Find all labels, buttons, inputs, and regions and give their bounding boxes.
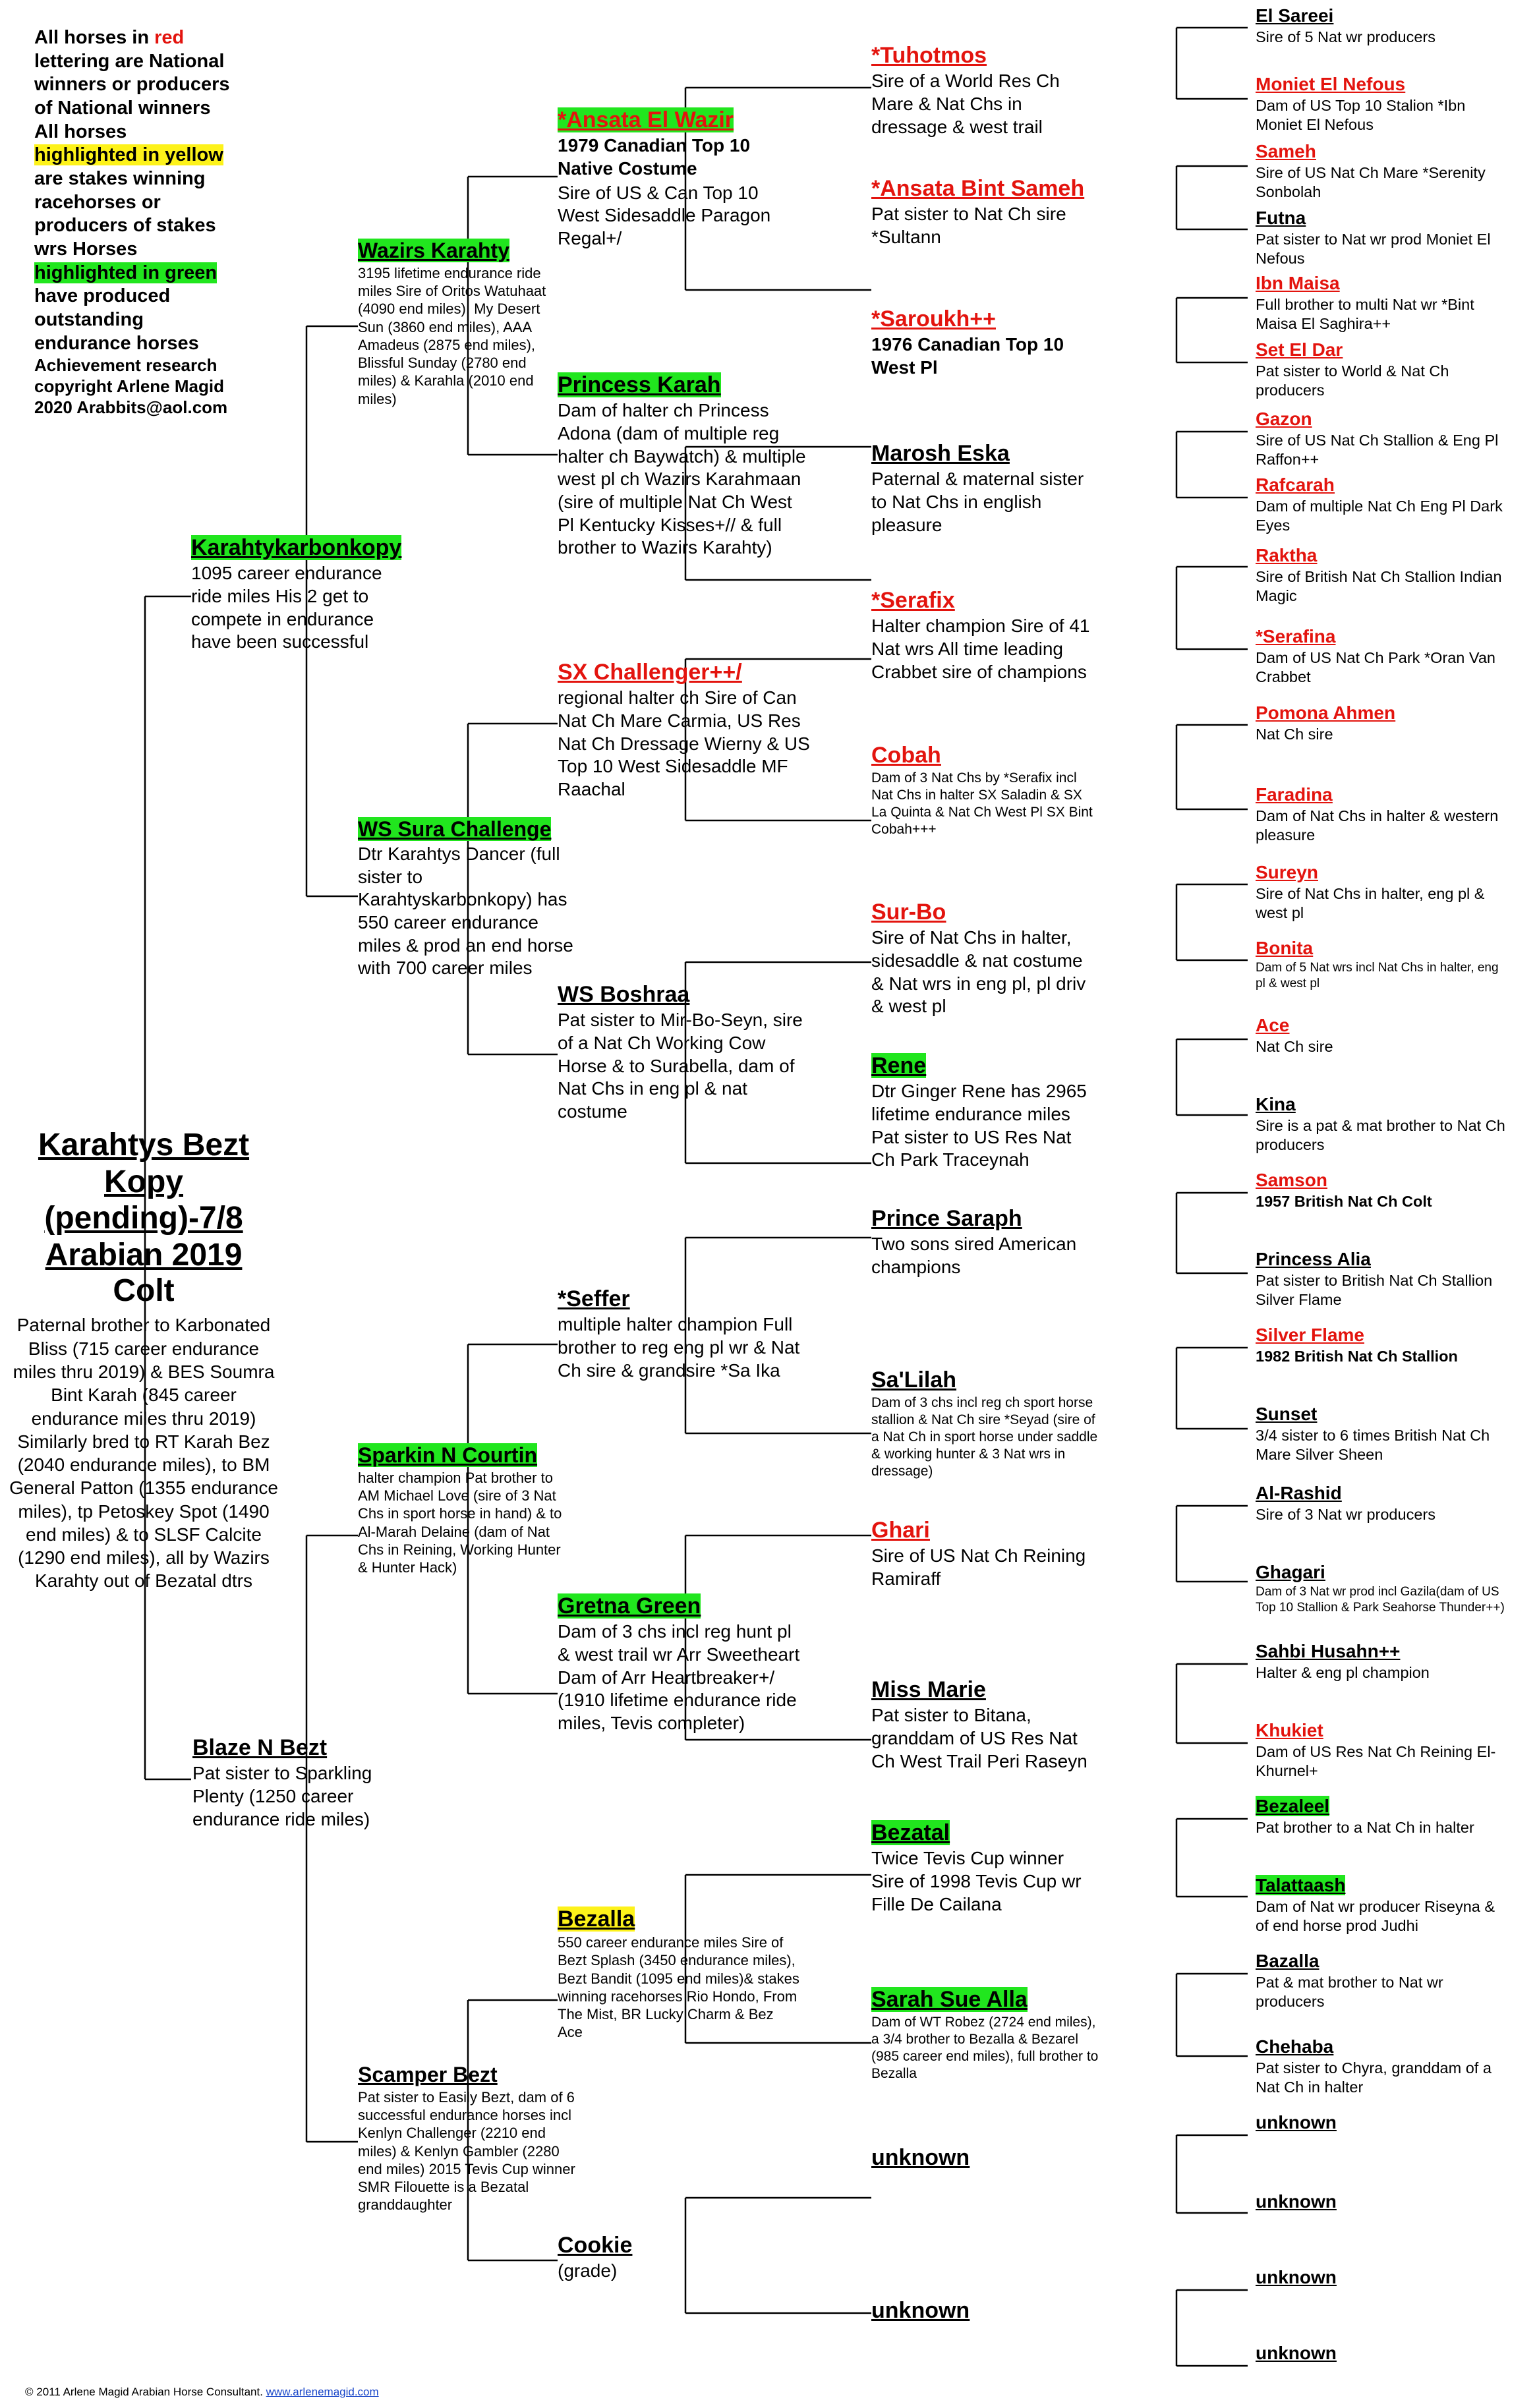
horse-name: Wazirs Karahty <box>358 239 509 262</box>
horse-name: unknown <box>1256 2343 1337 2363</box>
ancestor-al-rashid <box>1256 1483 1509 1524</box>
horse-name: Faradina <box>1256 784 1333 805</box>
ancestor-sx-challenger <box>558 660 815 801</box>
ancestor-silver-flame <box>1256 1325 1509 1366</box>
horse-achievements: Sire of Nat Chs in halter, sidesaddle & nat costume & Nat wrs in eng pl, pl driv & west pl <box>871 927 1086 1017</box>
ancestor-sa-lilah <box>871 1367 1099 1480</box>
ancestor-faradina <box>1256 784 1509 845</box>
horse-achievements: 3/4 sister to 6 times British Nat Ch Mare Silver Sheen <box>1256 1427 1490 1464</box>
horse-achievements: Dam of US Res Nat Ch Reining El-Khurnel+ <box>1256 1743 1496 1780</box>
horse-name: Pomona Ahmen <box>1256 702 1396 723</box>
legend-text-2: lettering are National winners or producers of National winners All horses <box>34 50 230 142</box>
horse-achievements: (grade) <box>558 2260 618 2281</box>
horse-title: 1957 British Nat Ch Colt <box>1256 1193 1432 1211</box>
ancestor-bezaleel <box>1256 1796 1509 1837</box>
horse-achievements: Halter champion Sire of 41 Nat wrs All time leading Crabbet sire of champions <box>871 616 1090 682</box>
legend-text-4: have produced outstanding endurance horses <box>34 285 199 354</box>
horse-achievements: halter champion Pat brother to AM Michael Love (sire of 3 Nat Chs in sport horse in hand) & to Al-Marah Delaine (dam of Nat Chs in Reining, Working Hunter & Hunter Hack) <box>358 1469 562 1576</box>
horse-name: Ace <box>1256 1015 1290 1035</box>
horse-achievements: Dam of 3 chs incl reg ch sport horse stallion & Nat Ch sire *Seyad (sire of a Nat Ch in sport horse under saddle & working hunter & 3 Nat wrs in dressage) <box>871 1395 1098 1479</box>
horse-achievements: Pat sister to World & Nat Ch producers <box>1256 362 1449 399</box>
subject-notes: Paternal brother to Karbonated Bliss (715 career endurance miles thru 2019) & BES Soumra Bint Karah (845 career endurance miles thru 2019) Similarly bred to RT Karah Bez (2040 endurance miles), to BM General Patton (1355 endurance miles), tp Petoskey Spot (1490 end miles) & to SLSF Calcite (1290 end miles), all by Wazirs Karahty out of Bezatal dtrs <box>9 1315 278 1591</box>
horse-achievements: Dam of halter ch Princess Adona (dam of multiple reg halter ch Baywatch) & multiple west pl ch Wazirs Karahmaan (sire of multiple Nat Ch West Pl Kentucky Kisses+// & full brother to Wazirs Karahty) <box>558 400 806 558</box>
horse-achievements: Sire of 3 Nat wr producers <box>1256 1506 1436 1524</box>
horse-name: Raktha <box>1256 545 1318 565</box>
ancestor-sparkin-n-courtin <box>358 1443 566 1576</box>
horse-achievements: Pat sister to Sparkling Plenty (1250 career endurance ride miles) <box>192 1763 372 1829</box>
ancestor-khukiet <box>1256 1720 1509 1781</box>
horse-achievements: Nat Ch sire <box>1256 726 1333 743</box>
horse-name: El Sareei <box>1256 5 1334 26</box>
ancestor-pomona-ahmen <box>1256 702 1509 744</box>
horse-name: Blaze N Bezt <box>192 1735 328 1760</box>
horse-name: SX Challenger++/ <box>558 660 742 685</box>
horse-achievements: Pat & mat brother to Nat wr producers <box>1256 1974 1443 2011</box>
horse-name: *Ansata El Wazir <box>558 107 734 132</box>
horse-achievements: Dam of 3 Nat Chs by *Serafix incl Nat Chs in halter SX Saladin & SX La Quinta & Nat Ch West Pl SX Bint Cobah+++ <box>871 770 1093 838</box>
horse-title: 1979 Canadian Top 10 Native Costume <box>558 135 751 179</box>
legend-text-1: All horses in <box>34 27 155 48</box>
ancestor-unknown-30 <box>1256 2267 1509 2288</box>
horse-name: Silver Flame <box>1256 1325 1364 1345</box>
subject-sex: Colt <box>113 1273 175 1308</box>
horse-name: *Saroukh++ <box>871 306 996 331</box>
ancestor-wazirs-karahty <box>358 239 556 408</box>
footer-copyright: © 2011 Arlene Magid Arabian Horse Consultant. <box>25 2386 266 2398</box>
ancestor-samson <box>1256 1170 1509 1211</box>
ancestor-blaze-n-bezt <box>192 1735 410 1831</box>
horse-name: Ghagari <box>1256 1562 1325 1582</box>
horse-name: Sa'Lilah <box>871 1367 957 1392</box>
horse-achievements: Dam of US Nat Ch Park *Oran Van Crabbet <box>1256 649 1495 686</box>
subject-horse <box>5 1127 282 1593</box>
horse-name: *Seffer <box>558 1286 630 1311</box>
ancestor-sahbi-husahn <box>1256 1641 1509 1682</box>
ancestor-princess-alia <box>1256 1249 1509 1309</box>
ancestor-serafix <box>871 588 1099 683</box>
horse-name: Bezatal <box>871 1820 950 1845</box>
ancestor-el-sareei <box>1256 5 1509 47</box>
horse-achievements: Sire of US Nat Ch Stallion & Eng Pl Raffon++ <box>1256 432 1499 469</box>
horse-achievements: Dam of Nat Chs in halter & western pleasure <box>1256 807 1499 844</box>
ancestor-kina <box>1256 1094 1509 1155</box>
horse-achievements: Halter & eng pl champion <box>1256 1664 1430 1682</box>
horse-achievements: Paternal & maternal sister to Nat Chs in english pleasure <box>871 469 1084 535</box>
ancestor-seffer <box>558 1286 808 1382</box>
horse-achievements: Dam of US Top 10 Stalion *Ibn Moniet El Nefous <box>1256 97 1466 134</box>
horse-achievements: 550 career endurance miles Sire of Bezt Splash (3450 endurance miles), Bezt Bandit (1095 end miles)& stakes winning racehorses Rio Hondo, From The Mist, BR Lucky Charm & Bez Ace <box>558 1934 799 2041</box>
subject-name: Karahtys Bezt Kopy (pending)-7/8 Arabian 2019 <box>38 1128 250 1273</box>
ancestor-ghagari <box>1256 1562 1509 1615</box>
horse-achievements: Dtr Karahtys Dancer (full sister to Karahtyskarbonkopy) has 550 career endurance miles & prod an end horse with 700 career miles <box>358 843 573 979</box>
ancestor-tuhotmos <box>871 43 1099 138</box>
ancestor-set-el-dar <box>1256 339 1509 400</box>
horse-name: Sureyn <box>1256 862 1318 882</box>
horse-name: Prince Saraph <box>871 1206 1022 1231</box>
horse-name: Miss Marie <box>871 1677 986 1702</box>
legend-red-word: red <box>154 27 185 48</box>
ancestor-bonita <box>1256 938 1509 991</box>
ancestor-ghari <box>871 1518 1099 1591</box>
horse-name: Al-Rashid <box>1256 1483 1342 1503</box>
horse-achievements: 1095 career endurance ride miles His 2 get to compete in endurance have been successful <box>191 563 382 652</box>
ancestor-scamper-bezt <box>358 2063 575 2214</box>
horse-achievements: Sire of a World Res Ch Mare & Nat Chs in dressage & west trail <box>871 71 1060 137</box>
ancestor-sarah-sue-alla <box>871 1987 1099 2082</box>
ancestor-gazon <box>1256 409 1509 469</box>
horse-name: Gretna Green <box>558 1593 701 1619</box>
horse-achievements: regional halter ch Sire of Can Nat Ch Mare Carmia, US Res Nat Ch Dressage Wierny & US Top 10 West Sidesaddle MF Raachal <box>558 687 810 799</box>
horse-name: unknown <box>1256 2267 1337 2287</box>
horse-achievements: Sire of Nat Chs in halter, eng pl & west pl <box>1256 885 1485 922</box>
horse-name: Gazon <box>1256 409 1312 429</box>
ancestor-miss-marie <box>871 1677 1099 1773</box>
ancestor-ansata-bint-sameh <box>871 176 1099 249</box>
horse-name: unknown <box>1256 2112 1337 2133</box>
ancestor-rene <box>871 1053 1099 1172</box>
horse-achievements: Pat sister to British Nat Ch Stallion Silver Flame <box>1256 1272 1493 1309</box>
ancestor-sur-bo <box>871 900 1099 1018</box>
horse-name: *Serafina <box>1256 626 1336 646</box>
ancestor-chehaba <box>1256 2036 1509 2097</box>
ancestor-raktha <box>1256 545 1509 606</box>
horse-name: Princess Karah <box>558 372 721 397</box>
ancestor-sunset <box>1256 1404 1509 1464</box>
horse-title: 1982 British Nat Ch Stallion <box>1256 1348 1458 1365</box>
horse-name: Rene <box>871 1053 927 1078</box>
ancestor-rafcarah <box>1256 474 1509 535</box>
horse-achievements: 3195 lifetime endurance ride miles Sire of Oritos Watuhaat (4090 end miles), My Desert Sun (3860 end miles), AAA Amadeus (2875 end miles), Blissful Sunday (2780 end miles) & Karahla (2010 end miles) <box>358 264 546 407</box>
ancestor-bezalla <box>558 1906 801 2042</box>
horse-name: Marosh Eska <box>871 441 1010 466</box>
horse-name: Cookie <box>558 2233 633 2258</box>
horse-achievements: Dam of 3 Nat wr prod incl Gazila(dam of US Top 10 Stallion & Park Seahorse Thunder++) <box>1256 1585 1505 1615</box>
footer-link[interactable]: www.arlenemagid.com <box>266 2386 379 2398</box>
ancestor-unknown-a <box>871 2145 1099 2171</box>
ancestor-moniet-el-nefous <box>1256 74 1509 134</box>
ancestor-unknown-28 <box>1256 2112 1509 2133</box>
horse-achievements: Dam of WT Robez (2724 end miles), a 3/4 brother to Bezalla & Bezarel (985 career end miles), full brother to Bezalla <box>871 2015 1099 2082</box>
ancestor-unknown-b <box>871 2298 1099 2324</box>
ancestor-serafina <box>1256 626 1509 687</box>
footer <box>25 2386 379 2399</box>
horse-name: Karahtykarbonkopy <box>191 535 402 560</box>
ancestor-ws-sura-challenge <box>358 817 575 980</box>
ancestor-saroukh <box>871 306 1099 380</box>
ancestor-karahtykarbonkopy <box>191 535 402 654</box>
horse-achievements: Dam of Nat wr producer Riseyna & of end horse prod Judhi <box>1256 1898 1495 1935</box>
horse-achievements: Pat sister to Easily Bezt, dam of 6 successful endurance horses incl Kenlyn Challenger (2210 end miles) & Kenlyn Gambler (2280 end miles) 2015 Tevis Cup winner SMR Filouette is a Bezatal granddaughter <box>358 2088 575 2214</box>
horse-achievements: Pat sister to Nat wr prod Moniet El Nefous <box>1256 231 1491 268</box>
horse-achievements: Dam of 3 chs incl reg hunt pl & west trail wr Arr Sweetheart Dam of Arr Heartbreaker+/ (1910 lifetime endurance ride miles, Tevis completer) <box>558 1621 800 1733</box>
horse-name: Rafcarah <box>1256 474 1335 495</box>
ancestor-ws-boshraa <box>558 982 815 1124</box>
ancestor-ace <box>1256 1015 1509 1056</box>
ancestor-ansata-el-wazir <box>558 107 785 250</box>
ancestor-talattaash <box>1256 1875 1509 1935</box>
horse-achievements: Sire is a pat & mat brother to Nat Ch producers <box>1256 1117 1505 1154</box>
horse-name: Cobah <box>871 743 941 768</box>
horse-name: *Tuhotmos <box>871 43 987 68</box>
horse-achievements: Sire of British Nat Ch Stallion Indian Magic <box>1256 568 1502 605</box>
ancestor-princess-karah <box>558 372 811 559</box>
horse-name: unknown <box>871 2298 970 2323</box>
horse-name: WS Sura Challenge <box>358 817 552 841</box>
horse-achievements: Sire of US & Can Top 10 West Sidesaddle Paragon Regal+/ <box>558 182 771 248</box>
horse-achievements: Pat sister to Chyra, granddam of a Nat Ch in halter <box>1256 2059 1492 2096</box>
ancestor-unknown-29 <box>1256 2191 1509 2212</box>
horse-achievements: Pat brother to a Nat Ch in halter <box>1256 1819 1474 1837</box>
horse-name: Bonita <box>1256 938 1314 958</box>
horse-achievements: Two sons sired American champions <box>871 1234 1077 1277</box>
ancestor-prince-saraph <box>871 1206 1099 1279</box>
horse-name: Bezalla <box>558 1906 635 1932</box>
horse-achievements: Pat sister to Nat Ch sire *Sultann <box>871 204 1066 247</box>
horse-achievements: Sire of US Nat Ch Reining Ramiraff <box>871 1545 1086 1589</box>
horse-name: *Serafix <box>871 588 955 613</box>
horse-name: Scamper Bezt <box>358 2063 498 2086</box>
ancestor-unknown-31 <box>1256 2343 1509 2364</box>
horse-achievements: Sire of US Nat Ch Mare *Serenity Sonbolah <box>1256 164 1486 201</box>
ancestor-futna <box>1256 208 1509 268</box>
horse-achievements: Full brother to multi Nat wr *Bint Maisa El Saghira++ <box>1256 296 1474 333</box>
ancestor-cookie <box>558 2233 755 2283</box>
horse-title: 1976 Canadian Top 10 West Pl <box>871 334 1064 378</box>
horse-achievements: Dam of multiple Nat Ch Eng Pl Dark Eyes <box>1256 498 1503 534</box>
horse-achievements: multiple halter champion Full brother to reg eng pl wr & Nat Ch sire & grandsire *Sa Ika <box>558 1314 800 1381</box>
horse-name: Princess Alia <box>1256 1249 1371 1269</box>
ancestor-gretna-green <box>558 1593 808 1735</box>
horse-name: *Ansata Bint Sameh <box>871 176 1085 201</box>
horse-name: Sunset <box>1256 1404 1318 1424</box>
horse-achievements: Nat Ch sire <box>1256 1038 1333 1056</box>
horse-achievements: Pat sister to Bitana, granddam of US Res Nat Ch West Trail Peri Raseyn <box>871 1705 1088 1771</box>
horse-achievements: Dtr Ginger Rene has 2965 lifetime endurance miles Pat sister to US Res Nat Ch Park Traceynah <box>871 1081 1087 1170</box>
ancestor-sameh <box>1256 141 1509 202</box>
ancestor-cobah <box>871 743 1099 838</box>
ancestor-bazalla <box>1256 1951 1509 2011</box>
horse-name: Ibn Maisa <box>1256 273 1340 293</box>
horse-name: WS Boshraa <box>558 982 690 1007</box>
legend-yellow-phrase: highlighted in yellow <box>34 144 223 166</box>
horse-achievements: Twice Tevis Cup winner Sire of 1998 Tevis Cup wr Fille De Cailana <box>871 1848 1082 1914</box>
horse-name: Samson <box>1256 1170 1327 1190</box>
horse-name: Set El Dar <box>1256 339 1343 360</box>
horse-name: Sameh <box>1256 141 1316 161</box>
horse-achievements: Sire of 5 Nat wr producers <box>1256 28 1436 46</box>
horse-name: unknown <box>1256 2191 1337 2212</box>
horse-name: Talattaash <box>1256 1875 1346 1895</box>
horse-name: Sahbi Husahn++ <box>1256 1641 1401 1661</box>
horse-name: Sparkin N Courtin <box>358 1443 538 1467</box>
legend-text-3: are stakes winning racehorses or producers of stakes wrs Horses <box>34 167 216 260</box>
horse-name: Bezaleel <box>1256 1796 1330 1816</box>
legend-credit: Achievement research copyright Arlene Magid 2020 Arabbits@aol.com <box>34 355 228 417</box>
ancestor-ibn-maisa <box>1256 273 1509 333</box>
horse-name: Ghari <box>871 1518 930 1543</box>
horse-name: Sarah Sue Alla <box>871 1987 1028 2012</box>
horse-name: Chehaba <box>1256 2036 1334 2057</box>
horse-name: Bazalla <box>1256 1951 1320 1971</box>
horse-name: Moniet El Nefous <box>1256 74 1406 94</box>
horse-name: Futna <box>1256 208 1306 228</box>
legend-green-phrase: highlighted in green <box>34 262 218 283</box>
horse-achievements: Dam of 5 Nat wrs incl Nat Chs in halter, eng pl & west pl <box>1256 961 1499 990</box>
ancestor-bezatal <box>871 1820 1099 1916</box>
horse-name: Kina <box>1256 1094 1296 1114</box>
legend <box>34 26 232 418</box>
horse-name: Sur-Bo <box>871 900 946 925</box>
horse-name: unknown <box>871 2145 970 2170</box>
horse-name: Khukiet <box>1256 1720 1323 1740</box>
horse-achievements: Pat sister to Mir-Bo-Seyn, sire of a Nat Ch Working Cow Horse & to Surabella, dam of Nat Chs in eng pl & nat costume <box>558 1010 803 1122</box>
ancestor-marosh-eska <box>871 441 1099 536</box>
ancestor-sureyn <box>1256 862 1509 923</box>
